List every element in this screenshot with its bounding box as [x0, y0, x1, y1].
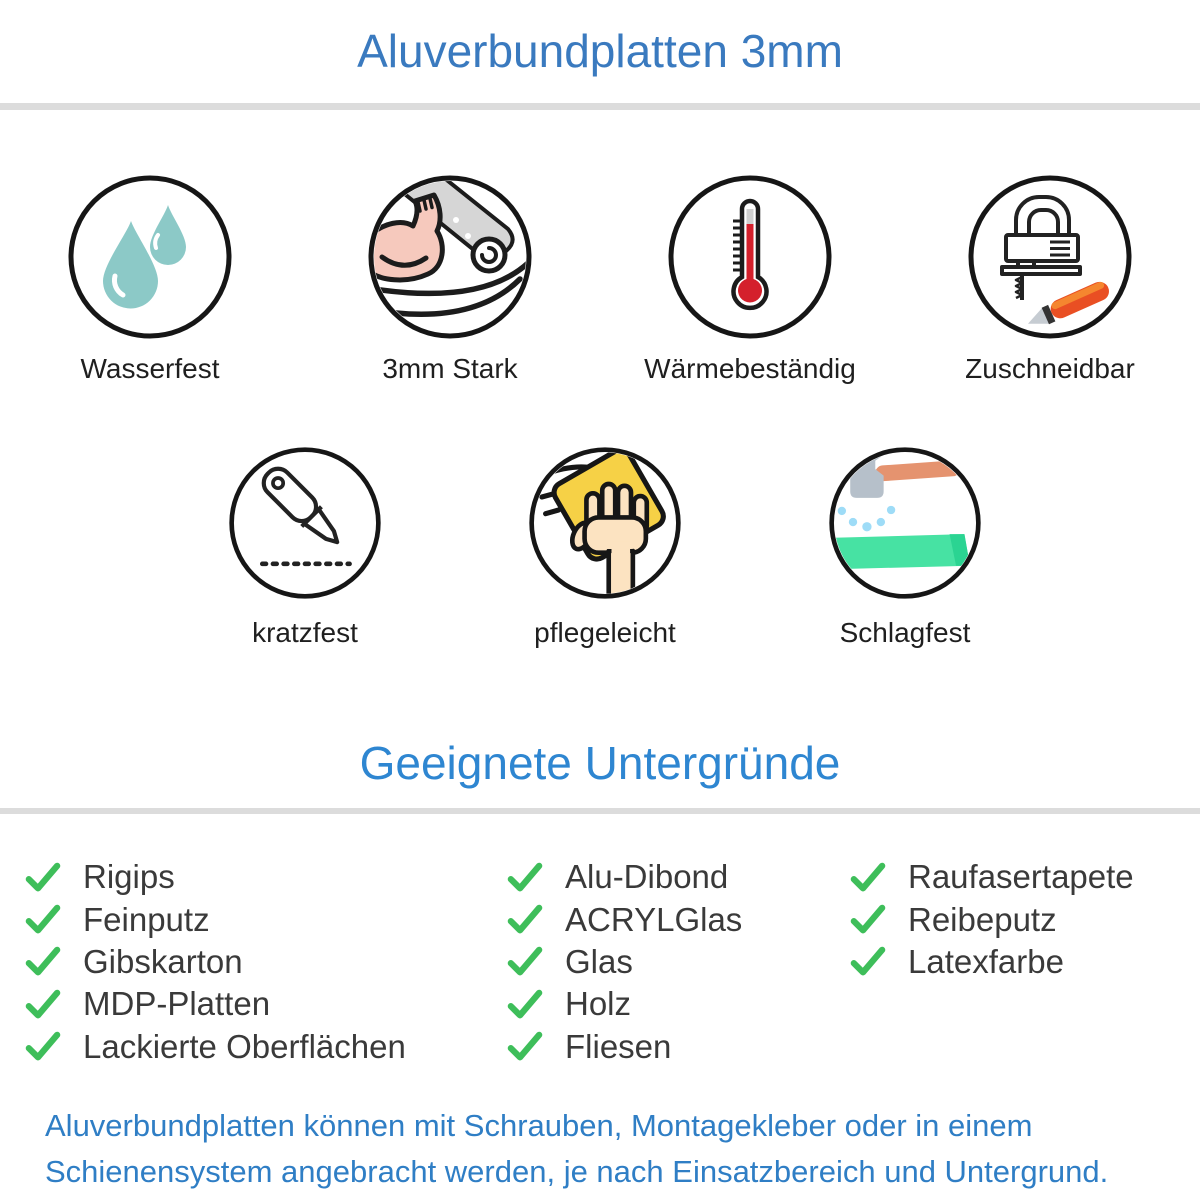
section-title-untergruende: Geeignete Untergründe	[359, 737, 841, 789]
check-icon	[23, 1028, 63, 1065]
check-icon	[23, 943, 63, 980]
surface-label: MDP-Platten	[83, 985, 271, 1023]
check-icon	[848, 901, 888, 938]
surfaces-list	[0, 856, 1200, 1086]
feature-kratzfest	[155, 445, 455, 649]
feature-zuschneidbar	[900, 173, 1200, 385]
cleaning-hand-icon	[527, 445, 683, 601]
check-icon	[505, 859, 545, 896]
list-item	[23, 941, 406, 983]
surface-label: Glas	[565, 942, 633, 980]
list-item	[505, 1026, 742, 1068]
feature-label: Wasserfest	[80, 353, 220, 384]
feature-3mm-stark	[300, 173, 600, 385]
utility-knife-icon	[227, 445, 383, 601]
thermometer-icon	[666, 173, 834, 341]
surface-label: Lackierte Oberflächen	[83, 1027, 406, 1065]
divider	[0, 103, 1200, 110]
footer-note	[45, 1103, 1165, 1195]
water-drops-icon	[66, 173, 234, 341]
footer-line: Schienensystem angebracht werden, je nach Einsatzbereich und Untergrund.	[45, 1154, 1109, 1189]
list-item	[23, 856, 406, 898]
check-icon	[505, 1028, 545, 1065]
surfaces-column-2	[505, 856, 742, 1068]
list-item	[505, 941, 742, 983]
divider	[0, 808, 1200, 814]
feature-waermebestaendig	[600, 173, 900, 385]
feature-label: Wärmebeständig	[644, 353, 856, 384]
feature-label: pflegeleicht	[534, 617, 676, 648]
list-item	[505, 856, 742, 898]
surface-label: ACRYLGlas	[565, 900, 743, 938]
feature-wasserfest	[0, 173, 300, 385]
surface-label: Feinputz	[83, 900, 210, 938]
surface-label: Latexfarbe	[908, 942, 1064, 980]
list-item	[848, 856, 1134, 898]
check-icon	[505, 986, 545, 1023]
surface-label: Alu-Dibond	[565, 858, 729, 896]
list-item	[23, 983, 406, 1025]
jigsaw-cutter-icon	[966, 173, 1134, 341]
feature-label: 3mm Stark	[382, 353, 518, 384]
check-icon	[23, 901, 63, 938]
feature-row-2	[155, 445, 1055, 649]
check-icon	[848, 859, 888, 896]
list-item	[23, 1026, 406, 1068]
surface-label: Holz	[565, 985, 632, 1023]
feature-label: Zuschneidbar	[965, 353, 1135, 384]
check-icon	[23, 986, 63, 1023]
surfaces-column-1	[23, 856, 406, 1068]
surface-label: Fliesen	[565, 1027, 672, 1065]
check-icon	[505, 901, 545, 938]
feature-schlagfest	[755, 445, 1055, 649]
list-item	[505, 898, 742, 940]
list-item	[848, 941, 1134, 983]
feature-label: kratzfest	[252, 617, 358, 648]
footer-line: Aluverbundplatten können mit Schrauben, Montagekleber oder in einem	[45, 1108, 1033, 1143]
surface-label: Raufasertapete	[908, 858, 1134, 896]
surface-label: Rigips	[83, 858, 175, 896]
surfaces-column-3	[848, 856, 1134, 983]
list-item	[848, 898, 1134, 940]
flexed-arm-panel-icon	[366, 173, 534, 341]
hammer-impact-icon	[827, 445, 983, 601]
list-item	[505, 983, 742, 1025]
feature-row-1	[0, 173, 1200, 385]
surface-label: Gibskarton	[83, 942, 243, 980]
feature-pflegeleicht	[455, 445, 755, 649]
feature-label: Schlagfest	[839, 617, 971, 648]
page-title: Aluverbundplatten 3mm	[357, 25, 843, 77]
check-icon	[23, 859, 63, 896]
check-icon	[505, 943, 545, 980]
check-icon	[848, 943, 888, 980]
surface-label: Reibeputz	[908, 900, 1057, 938]
list-item	[23, 898, 406, 940]
